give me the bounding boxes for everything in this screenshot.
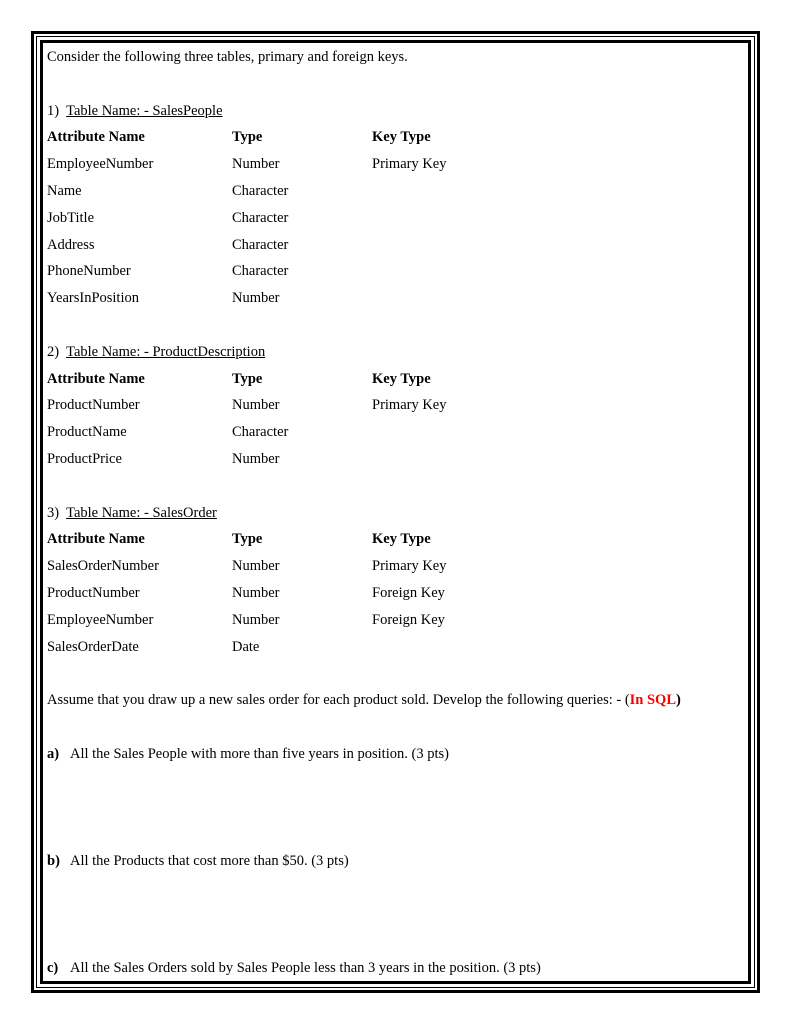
table-1-heading: [47, 98, 737, 125]
table-row: [47, 205, 737, 232]
key-cell: Primary Key: [372, 558, 447, 575]
type-cell: Character: [232, 236, 289, 253]
table-row: [47, 634, 737, 661]
type-cell: Character: [232, 209, 289, 226]
key-cell: [372, 258, 572, 285]
question-b-text: All the Products that cost more than $50. (3 pts): [70, 852, 349, 869]
question-c: [47, 955, 737, 982]
header-type: Type: [232, 531, 263, 548]
type-cell: Number: [232, 156, 280, 173]
key-cell: Primary Key: [372, 397, 447, 414]
attribute-cell: ProductNumber: [47, 397, 140, 414]
attribute-cell: Name: [47, 182, 82, 199]
key-cell: [372, 419, 572, 446]
attribute-cell: ProductPrice: [47, 450, 122, 467]
table-3-heading: [47, 500, 737, 527]
attribute-cell: JobTitle: [47, 209, 95, 226]
header-key: Key Type: [372, 129, 431, 146]
header-attribute: Attribute Name: [47, 531, 145, 548]
attribute-cell: EmployeeNumber: [47, 611, 154, 628]
key-cell: Primary Key: [372, 156, 447, 173]
question-a-text: All the Sales People with more than five years in position. (3 pts): [70, 745, 449, 762]
header-key: Key Type: [372, 531, 431, 548]
type-cell: Character: [232, 424, 289, 441]
key-cell: [372, 178, 572, 205]
table-row: [47, 232, 737, 259]
header-attribute: Attribute Name: [47, 370, 145, 387]
table-1-header-row: [47, 124, 737, 151]
key-cell: Foreign Key: [372, 584, 445, 601]
header-type: Type: [232, 129, 263, 146]
table-1-title: Table Name: - SalesPeople: [66, 102, 223, 119]
attribute-cell: SalesOrderDate: [47, 638, 139, 655]
attribute-cell: ProductName: [47, 424, 127, 441]
assumption-close: ): [676, 692, 681, 709]
question-a-label: a): [47, 745, 60, 762]
table-row: [47, 258, 737, 285]
key-cell: [372, 205, 572, 232]
assumption-body: Assume that you draw up a new sales order for each product sold. Develop the following queries: - (: [47, 692, 630, 709]
table-2-heading: [47, 339, 737, 366]
attribute-cell: PhoneNumber: [47, 263, 131, 280]
key-cell: [372, 285, 572, 312]
table-row: [47, 553, 737, 580]
table-3-number: 3): [47, 504, 60, 521]
type-cell: Number: [232, 611, 280, 628]
type-cell: Number: [232, 558, 280, 575]
table-3-header-row: [47, 526, 737, 553]
table-row: [47, 446, 737, 473]
question-c-label: c): [47, 960, 59, 977]
key-cell: [372, 446, 572, 473]
intro-text: Consider the following three tables, primary and foreign keys.: [47, 49, 408, 65]
type-cell: Character: [232, 263, 289, 280]
attribute-cell: EmployeeNumber: [47, 156, 154, 173]
table-2-title: Table Name: - ProductDescription: [66, 343, 266, 360]
assumption-text: [47, 687, 737, 714]
table-row: [47, 607, 737, 634]
type-cell: Number: [232, 290, 280, 307]
header-type: Type: [232, 370, 263, 387]
attribute-cell: SalesOrderNumber: [47, 558, 159, 575]
attribute-cell: YearsInPosition: [47, 290, 139, 307]
header-key: Key Type: [372, 370, 431, 387]
question-b: [47, 848, 737, 875]
key-cell: [372, 634, 572, 661]
attribute-cell: ProductNumber: [47, 584, 140, 601]
table-2-number: 2): [47, 343, 60, 360]
table-row: [47, 151, 737, 178]
table-3-title: Table Name: - SalesOrder: [66, 504, 217, 521]
question-c-text: All the Sales Orders sold by Sales People less than 3 years in the position. (3 pts): [70, 960, 541, 977]
table-row: [47, 285, 737, 312]
question-b-label: b): [47, 852, 60, 869]
type-cell: Number: [232, 584, 280, 601]
key-cell: [372, 232, 572, 259]
table-row: [47, 392, 737, 419]
key-cell: Foreign Key: [372, 611, 445, 628]
table-1-number: 1): [47, 102, 60, 119]
attribute-cell: Address: [47, 236, 95, 253]
type-cell: Number: [232, 450, 280, 467]
type-cell: Number: [232, 397, 280, 414]
sql-highlight: In SQL: [629, 692, 677, 709]
type-cell: Character: [232, 182, 289, 199]
table-row: [47, 419, 737, 446]
table-row: [47, 178, 737, 205]
document-content: [47, 44, 737, 982]
table-2-header-row: [47, 366, 737, 393]
question-a: [47, 741, 737, 768]
table-row: [47, 580, 737, 607]
type-cell: Date: [232, 638, 260, 655]
header-attribute: Attribute Name: [47, 129, 145, 146]
